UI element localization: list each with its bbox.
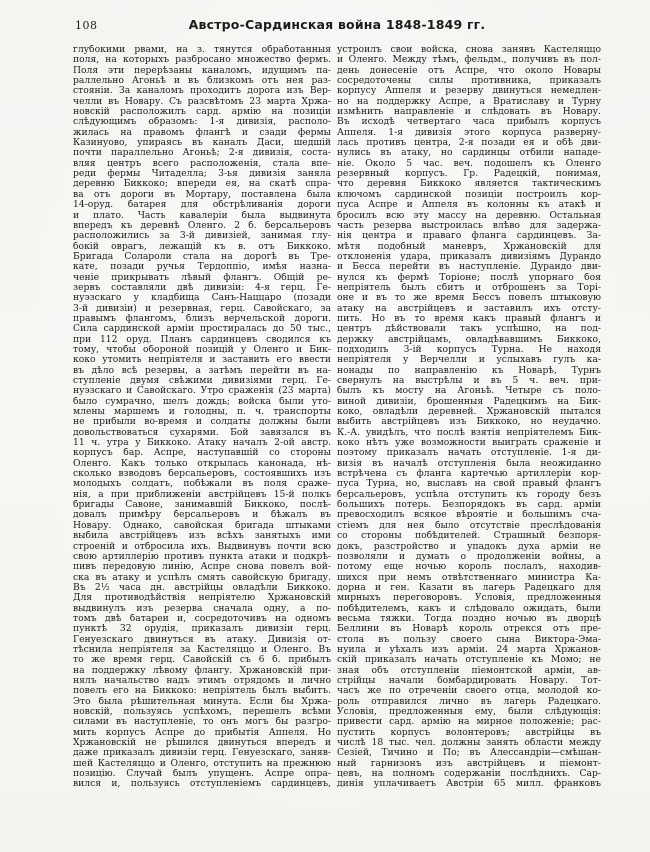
text-line: Для противодѣйствія непріятелю Хржановскій: [73, 593, 331, 604]
text-line: лась противъ центра, 2-я позади ея и обѣ дви-: [337, 138, 601, 149]
text-line: мирныхъ переговоровъ. Условія, предложенныя: [337, 593, 601, 604]
text-line: стрійцы начали бомбардировать Новару. Тот-: [337, 675, 601, 686]
text-line: числѣ 18 тыс. чел. должны занять области между: [337, 738, 601, 749]
text-line: пуса Турна, но, выславъ на свой правый флангъ: [337, 479, 601, 490]
text-line: жилась на правомъ флангѣ и сзади фермы: [73, 127, 331, 138]
text-line: Условія, предложенныя ему, были слѣдующія:: [337, 707, 601, 717]
text-line: кате, позади ручья Тердоппіо, имѣя назна-: [73, 262, 331, 273]
text-line: ченіе прикрывать лѣвый флангъ. Общій ре-: [73, 272, 331, 283]
text-line: слѣдующимъ образомъ: 1-я дивизія, располо-: [73, 117, 331, 128]
text-line: позицію. Случай былъ упущенъ. Аспре опра-: [73, 769, 331, 780]
text-line: Въ исходѣ четвертаго часа прибылъ корпусъ: [337, 117, 601, 128]
text-line: нія центра и праваго фланга сардинцевъ. За-: [337, 231, 601, 242]
text-line: К.-А. увидѣлъ, что послѣ взятія непріятелемъ Бик-: [337, 427, 601, 438]
text-line: бросилъ всю эту массу на деревню. Остальная: [337, 210, 601, 221]
text-line: встрѣчена съ фланга картечью артиллеріи кор-: [337, 469, 601, 480]
page-header: [73, 16, 601, 34]
page-number: 108: [75, 19, 98, 32]
text-line: довольствоваться сухарями. Бой завязался въ: [73, 427, 331, 438]
text-line: довалъ примѣру берсальеровъ и бѣжалъ въ: [73, 510, 331, 521]
text-line: позволяли и думать о продолженіи войны, а: [337, 551, 601, 562]
text-line: 14-оруд. батарея для обстрѣливанія дороги: [73, 200, 331, 211]
text-line: выбила австрійцевъ изъ всѣхъ занятыхъ ими: [73, 531, 331, 542]
text-line: Аппеля. 1-я дивизія этого корпуса разверну-: [337, 127, 601, 138]
text-line: ключомъ сардинской позиціи построилъ кор-: [337, 189, 601, 200]
text-line: динія уплачиваетъ Австріи 65 милл. франковъ: [337, 779, 601, 790]
text-line: центръ дѣйствовали такъ успѣшно, на под-: [337, 324, 601, 335]
text-line: Оленго. Какъ только открылась канонада, нѣ-: [73, 458, 331, 469]
text-line: виной дивизіи, брошенныя Радецкимъ на Бик-: [337, 396, 601, 407]
text-line: и Бесса перейти въ наступленіе. Дурандо дви-: [337, 262, 601, 273]
text-line: Новару. Однако, савойская бригада штыками: [73, 520, 331, 531]
text-line: нуэзскаго и Савойскаго. Утро сраженія (23 марта): [73, 386, 331, 397]
text-line: что деревня Биккоко является тактическимъ: [337, 179, 601, 190]
text-line: зная объ отступленіи піемонтской арміи, ав-: [337, 665, 601, 676]
text-line: почти параллельно Агоньѣ; 2-я дивизія, соста-: [73, 148, 331, 159]
text-line: повелъ его на Биккоко: непріятель былъ выбитъ.: [73, 686, 331, 697]
text-line: цевъ, на полномъ содержаніи послѣднихъ. Сар-: [337, 769, 601, 780]
text-line: въ дѣло всѣ резервы, а затѣмъ перейти въ на-: [73, 365, 331, 376]
text-line: часъ же по отреченіи своего отца, молодой ко-: [337, 686, 601, 697]
text-line: берсальеровъ, успѣла отступить къ городу безъ: [337, 489, 601, 500]
text-line: впередъ къ деревнѣ Оленго. 2 б. берсальеровъ: [73, 220, 331, 231]
text-line: челли въ Новару. Съ разсвѣтомъ 23 марта Хржа-: [73, 96, 331, 107]
text-line: измѣнить направленіе и слѣдовать въ Новару.: [337, 107, 601, 118]
text-line: свернулъ на выстрѣлы и въ 5 ч. веч. при-: [337, 376, 601, 386]
text-line: нія, а при приближеніи австрійцевъ 15-й полкъ: [73, 489, 331, 500]
text-block: [73, 45, 601, 790]
text-line: поля, на которыхъ разбросано множество фермъ.: [73, 55, 331, 66]
text-line: расположились за 3-й дивизіей, занимая глу-: [73, 231, 331, 242]
text-line: Беллини въ Новарѣ король отрекся отъ пре-: [337, 624, 601, 635]
text-line: на поддержку лѣвому флангу. Хржановскій при-: [73, 665, 331, 676]
text-line: раллельно Агоньѣ и въ близкомъ отъ нея раз-: [73, 76, 331, 87]
text-line: нуила и уѣхалъ изъ арміи. 24 марта Хржанов-: [337, 644, 601, 655]
text-line: новскій, пользуясь успѣхомъ, перешелъ всѣми: [73, 707, 331, 717]
text-line: 3-й дивизіи) и резервная, герц. Савойскаго, за: [73, 303, 331, 314]
text-line: потому еще ночью король послалъ, находив-: [337, 562, 601, 573]
text-line: тѣснила непріятеля за Кастеляццо и Оленго. Въ: [73, 644, 331, 655]
text-column-left: [73, 45, 331, 790]
text-line: шей Кастеляццо и Оленго, отступить на прежнюю: [73, 758, 331, 769]
text-line: непріятеля у Верчелли и услыхавъ гулъ ка-: [337, 355, 601, 366]
text-line: но на поддержку Аспре, а Вратиславу и Турну: [337, 96, 601, 107]
text-line: оне и въ то же время Бессъ повелъ штыковую: [337, 293, 601, 304]
text-line: устроилъ свои войска, снова занявъ Кастеляццо: [337, 45, 601, 55]
text-line: Сезіей, Тичино и По; въ Алессандріи—смѣшан-: [337, 748, 601, 759]
text-column-right: [337, 45, 601, 790]
text-line: ва отъ дороги въ Мортару, поставлена была: [73, 189, 331, 200]
text-line: Бригада Солароли стала на дорогѣ въ Тре-: [73, 251, 331, 262]
text-line: глубокими рвами, на з. тянутся обработанныя: [73, 45, 331, 55]
text-line: коко, овладѣли деревней. Хржановскій пытался: [337, 407, 601, 418]
text-line: и Оленго. Между тѣмъ, фельдм., получивъ въ пол-: [337, 55, 601, 66]
text-line: млены маршемъ и голодны, п. ч. транспорты: [73, 407, 331, 418]
text-line: пивъ передовую линію, Аспре снова повелъ вой-: [73, 562, 331, 573]
text-line: со стороны побѣдителей. Страшный безпоря-: [337, 531, 601, 542]
text-line: сосредоточены силы противника, приказалъ: [337, 76, 601, 87]
text-line: и плато. Часть кавалеріи была выдвинута: [73, 210, 331, 221]
text-line: ніе. Около 5 час. веч. подошелъ къ Оленго: [337, 158, 601, 169]
text-line: весьма тяжки. Тогда поздно ночью въ дворцѣ: [337, 613, 601, 624]
text-line: томъ двѣ батареи и, сосредоточивъ на одномъ: [73, 613, 331, 624]
text-line: при 112 оруд. Планъ сардинцевъ сводился къ: [73, 334, 331, 345]
text-line: нялъ начальство надъ этимъ отрядомъ и лично: [73, 675, 331, 686]
text-line: стола въ пользу своего сына Виктора-Эма-: [337, 634, 601, 645]
text-line: сколько взводовъ берсальеровъ, состоявшихъ изъ: [73, 469, 331, 480]
text-line: корпусу Аппеля и резерву двинуться немедлен-: [337, 86, 601, 97]
text-line: корпусъ бар. Аспре, наступавшій со стороны: [73, 448, 331, 459]
text-line: реди фермы Читаделла; 3-ья дивизія заняла: [73, 169, 331, 180]
text-line: роль отправился лично въ лагерь Радецкаго.: [337, 696, 601, 707]
text-line: Поля эти перерѣзаны каналомъ, идущимъ па-: [73, 65, 331, 76]
text-line: былъ къ мосту на Агоньѣ. Четыре съ поло-: [337, 386, 601, 397]
text-line: нонады по направленію къ Новарѣ, Турнъ: [337, 365, 601, 376]
text-line: побѣдителемъ, какъ и слѣдовало ожидать, были: [337, 603, 601, 614]
text-line: свою артиллерію противъ пункта атаки и подкрѣ-: [73, 551, 331, 562]
text-line: Казинуово, упираясь въ каналъ Даси, шедшій: [73, 138, 331, 149]
text-line: новскій расположилъ сард. армію на позиціи: [73, 107, 331, 118]
text-line: нуэзскаго у кладбища Санъ-Наццаро (позади: [73, 293, 331, 304]
running-title: Австро-Сардинская война 1848-1849 гг.: [188, 17, 486, 32]
text-line: выдвинулъ изъ резерва сначала одну, а по-: [73, 603, 331, 614]
text-line: строеній и отбросила ихъ. Выдвинувъ почти всю: [73, 541, 331, 552]
text-line: ступленіе двумя свѣжими дивизіями герц. Ге-: [73, 376, 331, 386]
text-line: визія въ началѣ отступленія была неожиданно: [337, 458, 601, 469]
text-line: бригады Савоне, занимавшій Биккоко, послѣ-: [73, 500, 331, 511]
text-line: было сумрачно, шелъ дождь; войска были уто-: [73, 396, 331, 407]
text-line: часть резерва выстроилась влѣво для задержа-: [337, 220, 601, 231]
text-line: выбить австрійцевъ изъ Биккоко, но неудачно.: [337, 417, 601, 428]
text-line: скій приказалъ начать отступленіе къ Момо; не: [337, 655, 601, 666]
text-line: не прибыли во-время и солдаты должны были: [73, 417, 331, 428]
text-line: 11 ч. утра у Биккоко. Атаку началъ 2-ой австр.: [73, 438, 331, 449]
text-line: держку австрійцамъ, овладѣвавшимъ Биккоко,: [337, 334, 601, 345]
text-line: молодыхъ солдатъ, побѣжали въ поля сраже-: [73, 479, 331, 490]
text-line: привести сард. армію на мирное положеніе; рас-: [337, 717, 601, 728]
text-line: Въ 2½ часа дн. австрійцы овладѣли Биккоко.: [73, 582, 331, 593]
text-line: правымъ флангомъ, близъ верчельской дороги.: [73, 313, 331, 324]
text-line: мѣтя подобный маневръ, Хржановскій для: [337, 241, 601, 252]
text-line: Сила сардинской арміи простиралась до 50 тыс.,: [73, 324, 331, 335]
text-line: даже приказалъ дивизіи герц. Генуезскаго, заняв-: [73, 748, 331, 759]
text-line: стіемъ для нея было отсутствіе преслѣдованія: [337, 520, 601, 531]
text-line: Хржановскій не рѣшился двинуться впередъ и: [73, 738, 331, 749]
text-line: ска въ атаку и успѣлъ смять савойскую бригаду.: [73, 572, 331, 583]
text-line: тому, чтобы обороной позицій у Оленго и Бик-: [73, 344, 331, 355]
text-line: пустить корпусъ волонтеровъ; австрійцы въ: [337, 727, 601, 738]
text-line: нулись въ атаку, но сардинцы отбили нападе-: [337, 148, 601, 159]
text-line: большихъ потерь. Безпорядокъ въ сард. арміи: [337, 500, 601, 511]
text-line: пуса Аспре и Аппеля въ колонны къ атакѣ и: [337, 200, 601, 211]
text-line: стояніи. За каналомъ проходитъ дорога изъ Вер-: [73, 86, 331, 97]
text-line: докъ, разстройство и упадокъ духа арміи не: [337, 541, 601, 552]
text-line: силами въ наступленіе, то онъ могъ бы разгро-: [73, 717, 331, 728]
text-line: поэтому приказалъ начать отступленіе. 1-я ди-: [337, 448, 601, 459]
text-line: пить. Но въ то время какъ правый флангъ и: [337, 313, 601, 324]
text-line: непріятель былъ сбитъ и отброшенъ за Торі-: [337, 282, 601, 293]
text-line: деревню Биккоко; впереди ея, на скатѣ спра-: [73, 179, 331, 190]
text-line: Это была рѣшительная минута. Если бы Хржа-: [73, 696, 331, 707]
text-line: пунктѣ 32 орудія, приказалъ дивизіи герц.: [73, 624, 331, 635]
text-line: подходилъ 3-ій корпусъ Турна. Не находя: [337, 344, 601, 355]
text-line: бокій оврагъ, лежащій къ в. отъ Биккоко.: [73, 241, 331, 252]
text-line: превосходилъ всякое вѣроятіе и большимъ сча-: [337, 510, 601, 521]
text-line: нулся къ фермѣ Торіоне; послѣ упорнаго боя: [337, 272, 601, 283]
text-line: атаку на австрійцевъ и заставилъ ихъ отсту-: [337, 303, 601, 314]
text-line: мить корпусъ Аспре до прибытія Аппеля. Но: [73, 727, 331, 738]
text-line: вился и, пользуясь отступленіемъ сардинцевъ,: [73, 779, 331, 790]
text-line: коко нѣтъ уже возможности выиграть сраженіе и: [337, 438, 601, 449]
text-line: вляя центръ всего расположенія, стала впе-: [73, 158, 331, 169]
text-line: день донесеніе отъ Аспре, что около Новары: [337, 65, 601, 76]
text-line: резервный корпусъ. Гр. Радецкій, понимая,: [337, 169, 601, 180]
text-line: коко утомить непріятеля и заставить его ввести: [73, 355, 331, 366]
text-line: шихся при немъ отвѣтственнаго министра Ка-: [337, 572, 601, 583]
text-line: зервъ составляли двѣ дивизіи: 4-я герц. Ге-: [73, 282, 331, 293]
text-line: дорна и ген. Казати въ лагерь Радецкаго для: [337, 582, 601, 593]
text-line: отклоненія удара, приказалъ дивизіямъ Дурандо: [337, 251, 601, 262]
text-line: то же время герц. Савойскій съ 6 б. прибылъ: [73, 655, 331, 666]
text-line: Генуезскаго двинуться въ атаку. Дивизія от-: [73, 634, 331, 645]
text-line: ный гарнизонъ изъ австрійцевъ и піемонт-: [337, 758, 601, 769]
